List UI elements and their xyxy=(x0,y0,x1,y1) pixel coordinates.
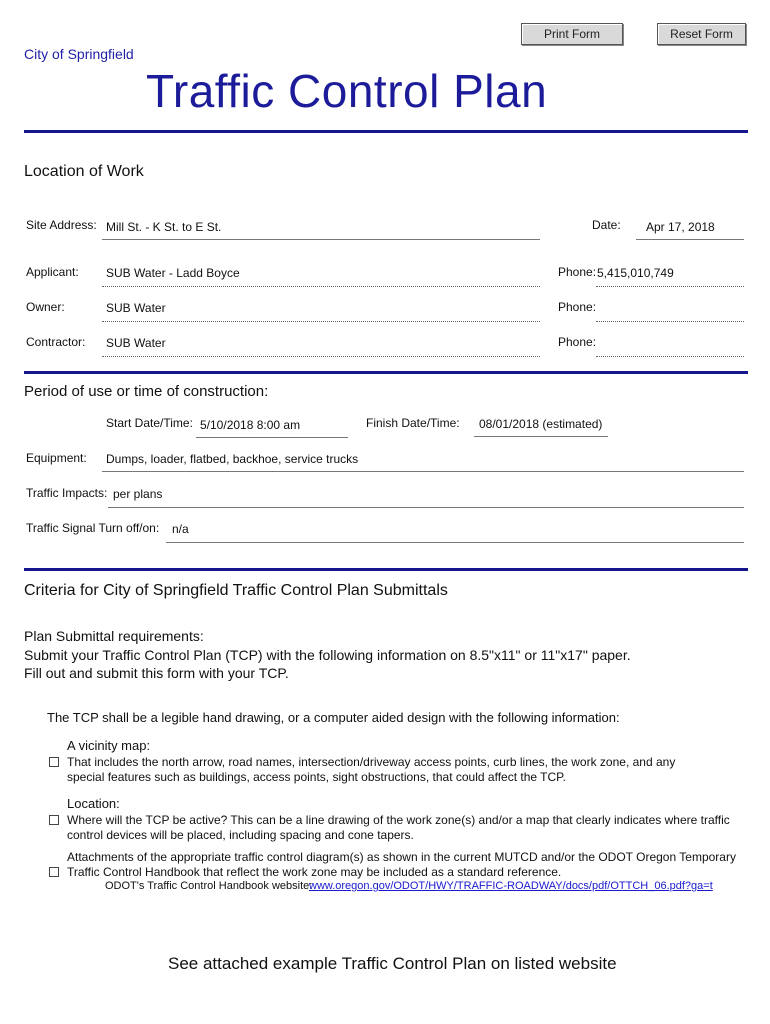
applicant-label: Applicant: xyxy=(26,265,79,279)
date-label: Date: xyxy=(592,218,621,232)
footer-note: See attached example Traffic Control Plan on listed website xyxy=(168,954,617,973)
vicinity-map-title: A vicinity map: xyxy=(67,738,151,753)
period-heading: Period of use or time of construction: xyxy=(24,383,269,400)
applicant-field[interactable] xyxy=(102,286,540,287)
applicant-phone-label: Phone: xyxy=(558,265,597,279)
start-datetime-label: Start Date/Time: xyxy=(106,416,193,430)
signal-field[interactable] xyxy=(166,542,744,543)
contractor-phone-field[interactable] xyxy=(596,356,744,357)
location-item-text-1: Where will the TCP be active? This can be a line drawing of the work zone(s) and/or a map that clearly indicates where traffic xyxy=(67,813,730,827)
owner-phone-label: Phone: xyxy=(558,300,597,314)
vicinity-map-checkbox[interactable] xyxy=(49,757,59,767)
location-item-text-2: control devices will be placed, including spacing and cone tapers. xyxy=(67,828,414,842)
traffic-impacts-value: per plans xyxy=(113,487,163,501)
contractor-value: SUB Water xyxy=(106,336,166,350)
owner-field[interactable] xyxy=(102,321,540,322)
date-value: Apr 17, 2018 xyxy=(646,220,715,234)
applicant-value: SUB Water - Ladd Boyce xyxy=(106,266,240,280)
city-name: City of Springfield xyxy=(24,46,134,62)
vicinity-map-text-2: special features such as buildings, access points, sight obstructions, that could affect the TCP. xyxy=(67,770,566,784)
start-datetime-field[interactable] xyxy=(196,437,348,438)
start-datetime-value: 5/10/2018 8:00 am xyxy=(200,418,301,432)
location-divider xyxy=(24,371,748,374)
contractor-label: Contractor: xyxy=(26,335,86,349)
finish-datetime-label: Finish Date/Time: xyxy=(366,416,460,430)
requirements-paper: Submit your Traffic Control Plan (TCP) with the following information on 8.5"x11" or 11"x17" paper. xyxy=(24,647,631,663)
site-address-value: Mill St. - K St. to E St. xyxy=(106,220,222,234)
requirements-submit: Fill out and submit this form with your TCP. xyxy=(24,665,289,681)
date-field[interactable] xyxy=(636,239,744,240)
attachments-checkbox[interactable] xyxy=(49,867,59,877)
owner-value: SUB Water xyxy=(106,301,166,315)
attachments-text-1: Attachments of the appropriate traffic control diagram(s) as shown in the current MUTCD and/or the ODOT Oregon Temporary xyxy=(67,850,736,864)
title-divider xyxy=(24,130,748,133)
finish-datetime-field[interactable] xyxy=(474,436,608,437)
traffic-impacts-label: Traffic Impacts: xyxy=(26,486,108,500)
equipment-value: Dumps, loader, flatbed, backhoe, service trucks xyxy=(106,452,359,466)
tcp-intro: The TCP shall be a legible hand drawing, or a computer aided design with the following information: xyxy=(47,710,620,725)
traffic-impacts-field[interactable] xyxy=(108,507,744,508)
requirements-title: Plan Submittal requirements: xyxy=(24,628,204,644)
signal-label: Traffic Signal Turn off/on: xyxy=(26,521,160,535)
applicant-phone-value: 5,415,010,749 xyxy=(597,266,674,280)
equipment-field[interactable] xyxy=(102,471,744,472)
contractor-phone-label: Phone: xyxy=(558,335,597,349)
print-form-button[interactable]: Print Form xyxy=(521,23,623,45)
period-divider xyxy=(24,568,748,571)
reset-form-button[interactable]: Reset Form xyxy=(657,23,746,45)
owner-label: Owner: xyxy=(26,300,65,314)
attachments-text-2: Traffic Control Handbook that reflect the work zone may be included as a standard reference. xyxy=(67,865,562,879)
vicinity-map-text-1: That includes the north arrow, road names, intersection/driveway access points, curb lines, the work zone, and any xyxy=(67,755,676,769)
finish-datetime-value: 08/01/2018 (estimated) xyxy=(479,417,603,431)
odot-handbook-link[interactable]: www.oregon.gov/ODOT/HWY/TRAFFIC-ROADWAY/docs/pdf/OTTCH_06.pdf?ga=t xyxy=(309,880,713,892)
equipment-label: Equipment: xyxy=(26,451,87,465)
contractor-field[interactable] xyxy=(102,356,540,357)
site-address-label: Site Address: xyxy=(26,218,97,232)
site-address-field[interactable] xyxy=(102,239,540,240)
applicant-phone-field[interactable] xyxy=(596,286,744,287)
location-item-checkbox[interactable] xyxy=(49,815,59,825)
criteria-heading: Criteria for City of Springfield Traffic Control Plan Submittals xyxy=(24,582,448,599)
owner-phone-field[interactable] xyxy=(596,321,744,322)
page-title: Traffic Control Plan xyxy=(146,65,548,117)
signal-value: n/a xyxy=(172,522,189,536)
location-item-title: Location: xyxy=(67,796,120,811)
location-heading: Location of Work xyxy=(24,163,144,180)
odot-handbook-label: ODOT's Traffic Control Handbook website: xyxy=(105,880,313,892)
